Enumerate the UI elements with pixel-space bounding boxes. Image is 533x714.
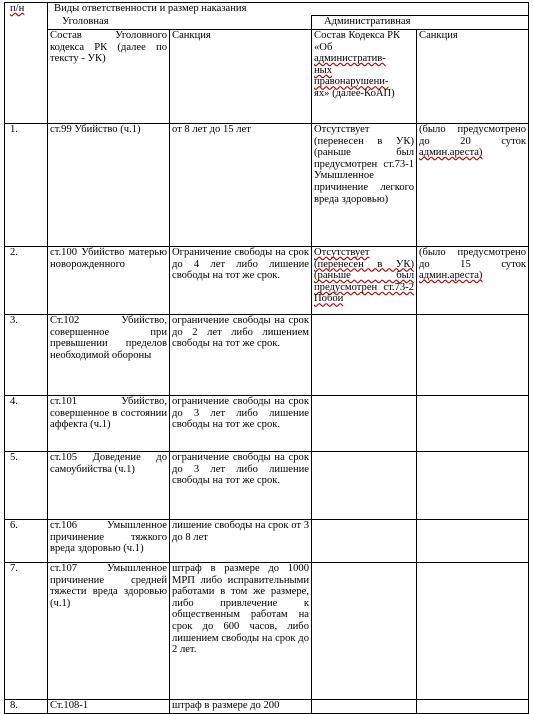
- koap-article: [312, 520, 417, 563]
- koap-article: [312, 452, 417, 520]
- table-row: [5, 315, 529, 396]
- row-number: 7.: [5, 563, 48, 700]
- row-number: 2.: [5, 247, 48, 315]
- uk-article: ст.101 Убийство, совершенное в состоянии аффекта (ч.1): [48, 396, 170, 452]
- criminal-header: Уголовная: [48, 16, 312, 30]
- koap-article: [312, 247, 417, 315]
- uk-sanction-header: Санкция: [170, 30, 312, 124]
- koap-line-5: правонарушени-: [314, 76, 389, 88]
- uk-sanction: от 8 лет до 15 лет: [170, 124, 312, 247]
- main-title: Виды ответственности и размер наказания: [48, 3, 529, 16]
- koap-sanction: [417, 247, 529, 315]
- koap-sanction: [417, 452, 529, 520]
- uk-article: Ст.108-1: [48, 700, 170, 714]
- koap-line-3: административ-: [314, 53, 386, 65]
- koap-sanction-arrest: админ.ареста): [419, 270, 483, 282]
- row-number: 1.: [5, 124, 48, 247]
- koap-article: [312, 563, 417, 700]
- koap-article: Отсутствует (перенесен в УК) (раньше был предусмотрен ст.73-1 Умышленное причинение легкого вреда здоровью): [312, 124, 417, 247]
- uk-article: Ст.102 Убийство, совершенное при превышении пределов необходимой обороны: [48, 315, 170, 396]
- pn-header: [5, 3, 48, 124]
- uk-sanction: штраф в размере до 1000 МРП либо исправительными работами в том же размере, либо привлечение к общественным работам на срок до 600 часов, либо лишением свободы на срок до 2 лет.: [170, 563, 312, 700]
- uk-article: ст.107 Умышленное причинение средней тяжести вреда здоровью (ч.1): [48, 563, 170, 700]
- pn-label: п/н: [10, 3, 25, 14]
- uk-sanction: ограничение свободы на срок до 3 лет либо лишение свободы на тот же срок.: [170, 396, 312, 452]
- uk-article: ст.100 Убийство матерью новорожденного: [48, 247, 170, 315]
- uk-sanction: штраф в размере до 200: [170, 700, 312, 714]
- responsibility-table: [4, 2, 529, 714]
- row-number: 8.: [5, 700, 48, 714]
- uk-sanction: ограничение свободы на срок до 3 лет либо лишение свободы на тот же срок.: [170, 452, 312, 520]
- row-number: 6.: [5, 520, 48, 563]
- table-row: [5, 520, 529, 563]
- koap-sanction-header: Санкция: [417, 30, 529, 124]
- administrative-header: Административная: [312, 16, 529, 30]
- koap-article: [312, 396, 417, 452]
- koap-line-2: «Об: [314, 41, 333, 53]
- uk-composition-header: Состав Уголовного кодекса РК (далее по тексту - УК): [48, 30, 170, 124]
- koap-sanction: [417, 520, 529, 563]
- koap-composition-header: [312, 30, 417, 124]
- uk-sanction: ограничение свободы на срок до 2 лет либо лишением свободы на тот же срок.: [170, 315, 312, 396]
- koap-article: [312, 315, 417, 396]
- table-row: [5, 124, 529, 247]
- table-row: [5, 563, 529, 700]
- uk-sanction: лишение свободы на срок от 3 до 8 лет: [170, 520, 312, 563]
- koap-sanction: [417, 396, 529, 452]
- uk-article: ст.99 Убийство (ч.1): [48, 124, 170, 247]
- row-number: 4.: [5, 396, 48, 452]
- table-row: [5, 700, 529, 714]
- table-row: [5, 396, 529, 452]
- uk-sanction: Ограничение свободы на срок до 4 лет либо лишение свободы на тот же срок.: [170, 247, 312, 315]
- uk-article: ст.106 Умышленное причинение тяжкого вреда здоровью (ч.1): [48, 520, 170, 563]
- koap-sanction: [417, 563, 529, 700]
- koap-article-text: Отсутствует (перенесен в УК) (раньше был предусмотрен ст.73-2 Побои: [314, 247, 414, 305]
- uk-article: ст.105 Доведение до самоубийства (ч.1): [48, 452, 170, 520]
- koap-sanction-text: (было предусмотрено до 15 суток: [419, 247, 527, 270]
- koap-line-1: Состав Кодекса РК: [314, 30, 401, 41]
- row-number: 5.: [5, 452, 48, 520]
- row-number: 3.: [5, 315, 48, 396]
- koap-line-4: ных: [314, 64, 333, 76]
- koap-sanction: [417, 700, 529, 714]
- koap-line-6: ях» (далее-КоАП): [314, 87, 395, 99]
- table-row: [5, 452, 529, 520]
- koap-sanction-arrest: админ.ареста): [419, 147, 483, 159]
- table-row: [5, 247, 529, 315]
- koap-sanction-text: (было предусмотрено до 20 суток: [419, 124, 527, 147]
- koap-sanction: [417, 315, 529, 396]
- koap-sanction: [417, 124, 529, 247]
- koap-article: [312, 700, 417, 714]
